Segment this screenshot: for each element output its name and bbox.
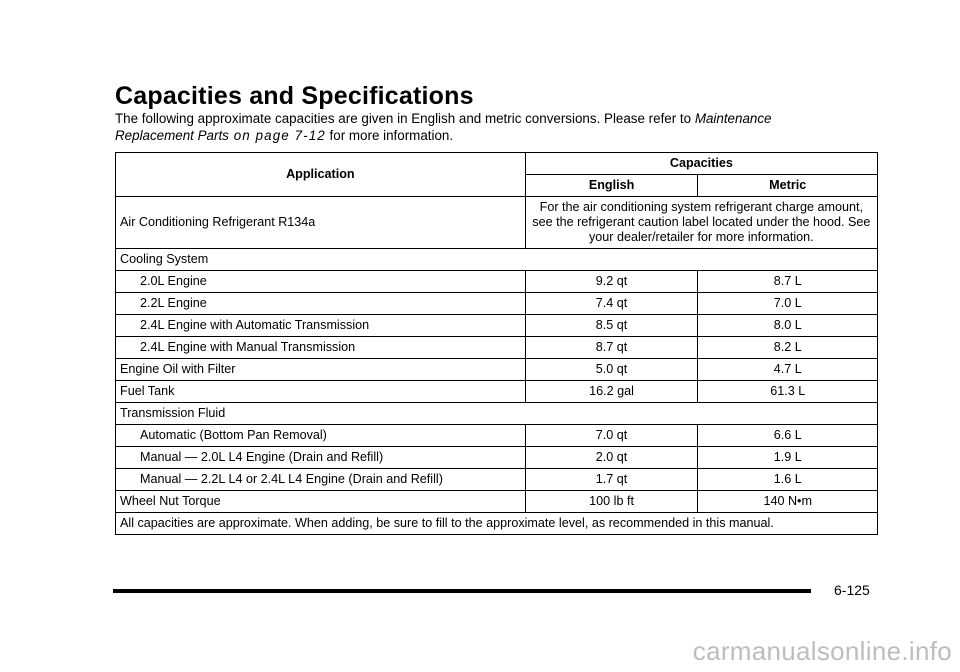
row-english-value: 7.4 qt: [525, 293, 698, 315]
row-metric-value: 8.2 L: [698, 337, 878, 359]
row-english-value: 7.0 qt: [525, 425, 698, 447]
row-application: Fuel Tank: [116, 381, 526, 403]
row-english-value: 100 lb ft: [525, 491, 698, 513]
table-row: [116, 381, 878, 403]
table-row: [116, 315, 878, 337]
row-application: Manual — 2.2L L4 or 2.4L L4 Engine (Drain and Refill): [116, 469, 526, 491]
row-application: 2.0L Engine: [116, 271, 526, 293]
row-metric-value: 1.9 L: [698, 447, 878, 469]
row-metric-value: 8.0 L: [698, 315, 878, 337]
header-application: Application: [116, 153, 526, 197]
table-row: [116, 469, 878, 491]
row-application: Manual — 2.0L L4 Engine (Drain and Refill): [116, 447, 526, 469]
row-english-value: 8.7 qt: [525, 337, 698, 359]
maintenance-parts-link[interactable]: Maintenance Replacement Parts on page 7-12: [115, 111, 772, 143]
row-application: Wheel Nut Torque: [116, 491, 526, 513]
row-english-value: 8.5 qt: [525, 315, 698, 337]
row-metric-value: 7.0 L: [698, 293, 878, 315]
table-footnote: All capacities are approximate. When adding, be sure to fill to the approximate level, as recommended in this manual.: [116, 513, 878, 535]
row-english-value: 5.0 qt: [525, 359, 698, 381]
page-title: Capacities and Specifications: [115, 82, 474, 110]
intro-paragraph: [115, 110, 845, 144]
row-metric-value: 1.6 L: [698, 469, 878, 491]
table-row: [116, 293, 878, 315]
table-row: [116, 359, 878, 381]
row-english-value: 1.7 qt: [525, 469, 698, 491]
header-english: English: [525, 175, 698, 197]
row-application: Engine Oil with Filter: [116, 359, 526, 381]
table-row: [116, 403, 878, 425]
row-metric-value: 8.7 L: [698, 271, 878, 293]
table-row: [116, 491, 878, 513]
section-label: Cooling System: [116, 249, 878, 271]
table-footer-row: [116, 513, 878, 535]
row-application: 2.4L Engine with Automatic Transmission: [116, 315, 526, 337]
row-application: Automatic (Bottom Pan Removal): [116, 425, 526, 447]
table-row: [116, 337, 878, 359]
header-capacities: Capacities: [525, 153, 877, 175]
row-metric-value: 6.6 L: [698, 425, 878, 447]
header-metric: Metric: [698, 175, 878, 197]
table-row: [116, 271, 878, 293]
table-row: [116, 447, 878, 469]
intro-text-end: for more information.: [325, 128, 454, 143]
capacities-table: [115, 152, 878, 535]
row-application: 2.2L Engine: [116, 293, 526, 315]
watermark: carmanualsonline.info: [692, 636, 952, 666]
table-row: [116, 425, 878, 447]
row-english-value: 16.2 gal: [525, 381, 698, 403]
row-metric-value: 4.7 L: [698, 359, 878, 381]
intro-text: The following approximate capacities are given in English and metric conversions. Please refer to: [115, 111, 695, 126]
section-label: Transmission Fluid: [116, 403, 878, 425]
row-application: 2.4L Engine with Manual Transmission: [116, 337, 526, 359]
row-metric-value: 61.3 L: [698, 381, 878, 403]
table-row: [116, 249, 878, 271]
row-metric-value: 140 N•m: [698, 491, 878, 513]
footer-rule: [113, 589, 811, 593]
table-row: [116, 197, 878, 249]
row-english-value: 2.0 qt: [525, 447, 698, 469]
refrigerant-note: For the air conditioning system refrigerant charge amount, see the refrigerant caution label located under the hood. See your dealer/retailer for more information.: [525, 197, 877, 249]
page-number: 6-125: [834, 582, 870, 598]
row-application: Air Conditioning Refrigerant R134a: [116, 197, 526, 249]
row-english-value: 9.2 qt: [525, 271, 698, 293]
